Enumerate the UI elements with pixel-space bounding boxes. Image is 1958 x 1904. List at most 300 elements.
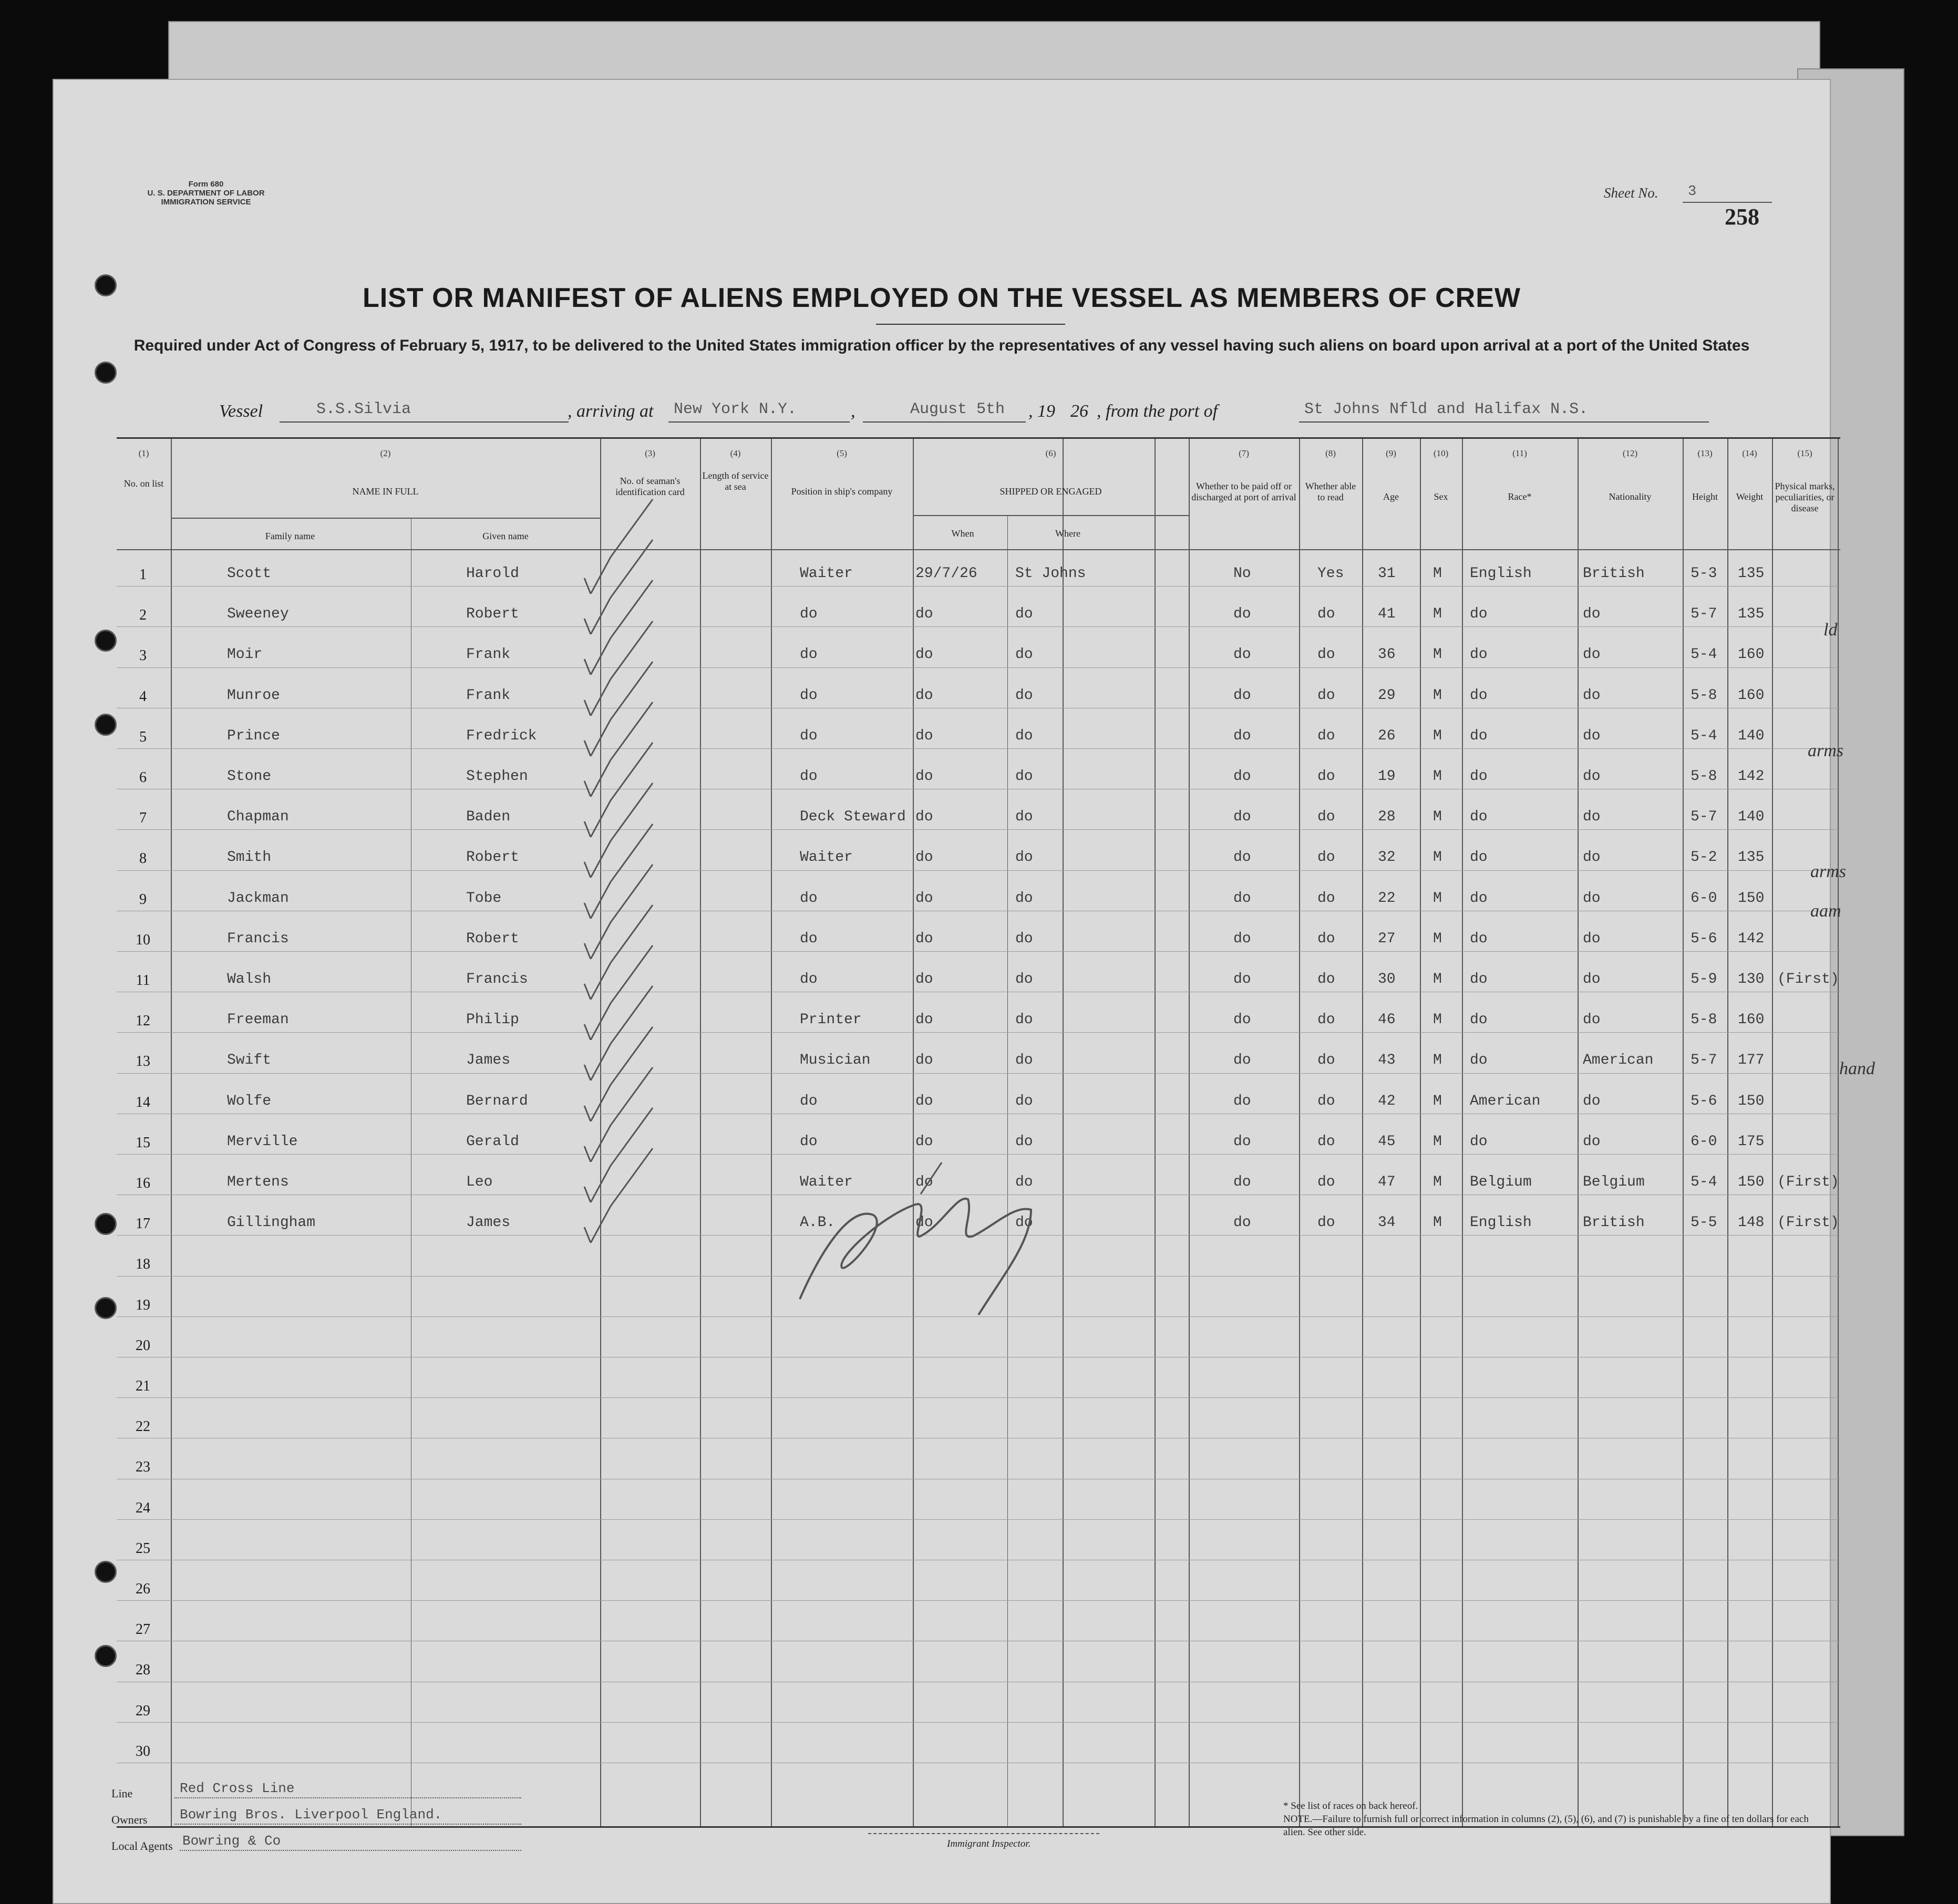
cell-height: 5-9: [1691, 971, 1717, 987]
column-header-c12: Nationality: [1609, 491, 1652, 502]
cell-where: do: [1015, 1174, 1033, 1190]
row-number: 2: [139, 607, 147, 624]
cell-nationality: do: [1583, 849, 1601, 866]
owners-underline: [174, 1824, 521, 1825]
sheet-label: Sheet No.: [1604, 185, 1658, 201]
cell-given: Bernard: [466, 1093, 528, 1109]
from-port: St Johns Nfld and Halifax N.S.: [1304, 400, 1589, 418]
cell-height: 5-8: [1691, 768, 1717, 785]
column-header-c1: No. on list: [123, 478, 164, 489]
cell-paid: do: [1233, 1133, 1251, 1150]
cell-position: do: [800, 890, 818, 907]
cell-paid: do: [1233, 687, 1251, 704]
cell-weight: 142: [1738, 930, 1765, 947]
cell-race: English: [1470, 565, 1532, 582]
page-number: 258: [1725, 204, 1759, 230]
cell-when: do: [915, 1012, 933, 1028]
cell-age: 45: [1378, 1133, 1396, 1150]
cell-where: do: [1015, 1052, 1033, 1069]
cell-position: do: [800, 1093, 818, 1109]
cell-age: 34: [1378, 1215, 1396, 1231]
column-header-c6: SHIPPED OR ENGAGED: [999, 486, 1102, 497]
cell-read: do: [1317, 1215, 1335, 1231]
cell-read: do: [1317, 809, 1335, 826]
row-number: 4: [139, 688, 147, 705]
check-mark-icon: [579, 1138, 768, 1243]
cell-when: do: [915, 646, 933, 663]
column-number-9: (9): [1386, 448, 1396, 458]
cell-position: do: [800, 687, 818, 704]
cell-age: 42: [1378, 1093, 1396, 1109]
cell-nationality: British: [1583, 1215, 1645, 1231]
cell-position: do: [800, 971, 818, 987]
cell-family: Scott: [227, 565, 272, 582]
cell-read: do: [1317, 606, 1335, 623]
cell-read: do: [1317, 1052, 1335, 1069]
column-divider: [1362, 439, 1363, 1826]
punch-hole: [95, 630, 117, 652]
row-number: 26: [136, 1581, 150, 1597]
cell-family: Merville: [227, 1133, 298, 1150]
cell-paid: do: [1233, 849, 1251, 866]
cell-position: do: [800, 768, 818, 785]
cell-sex: M: [1433, 727, 1442, 744]
cell-weight: 160: [1738, 1012, 1765, 1028]
cell-read: do: [1317, 1012, 1335, 1028]
penalty-note: NOTE.—Failure to furnish full or correct information in columns (2), (5), (6), and (7) is punishable by a fine of ten dollars for each alien. See other side.: [1283, 1814, 1809, 1838]
row-number: 12: [136, 1013, 150, 1030]
cell-where: do: [1015, 687, 1033, 704]
row-rule: [117, 829, 1840, 830]
cell-given: Stephen: [466, 768, 528, 785]
margin-note: ld: [1823, 620, 1838, 640]
cell-nationality: do: [1583, 809, 1601, 826]
arrival-year: 26: [1070, 402, 1088, 421]
cell-height: 5-4: [1691, 1174, 1717, 1190]
row-number: 20: [136, 1337, 150, 1354]
line-underline: [174, 1797, 521, 1798]
from-label: , from the port of: [1097, 402, 1218, 421]
cell-race: do: [1470, 809, 1488, 826]
arriving-label: , arriving at: [568, 402, 654, 421]
cell-race: do: [1470, 849, 1488, 866]
cell-paid: do: [1233, 727, 1251, 744]
cell-where: do: [1015, 768, 1033, 785]
cell-read: Yes: [1317, 565, 1344, 582]
cell-given: Fredrick: [466, 727, 537, 744]
cell-given: James: [466, 1215, 511, 1231]
year-prefix: , 19: [1028, 402, 1055, 421]
row-number: 29: [136, 1702, 150, 1719]
column-number-10: (10): [1433, 448, 1449, 458]
date-underline: [863, 421, 1026, 423]
cell-where: do: [1015, 930, 1033, 947]
cell-paid: do: [1233, 1052, 1251, 1069]
cell-nationality: do: [1583, 768, 1601, 785]
cell-height: 5-6: [1691, 930, 1717, 947]
cell-family: Moir: [227, 646, 263, 663]
agents-label: Local Agents: [111, 1839, 173, 1852]
cell-sex: M: [1433, 1215, 1442, 1231]
cell-read: do: [1317, 687, 1335, 704]
cell-height: 5-3: [1691, 565, 1717, 582]
cell-given: Baden: [466, 809, 511, 826]
cell-where: do: [1015, 809, 1033, 826]
cell-when: do: [915, 1215, 933, 1231]
name-subheader-rule: [171, 518, 600, 519]
column-number-8: (8): [1325, 448, 1336, 458]
cell-age: 26: [1378, 727, 1396, 744]
row-number: 16: [136, 1175, 150, 1191]
inspector-label: Immigrant Inspector.: [947, 1838, 1031, 1849]
row-number: 8: [139, 850, 147, 867]
column-number-15: (15): [1797, 448, 1812, 458]
cell-position: do: [800, 727, 818, 744]
column-header-c15: Physical marks, peculiarities, or disease: [1775, 481, 1835, 513]
column-header-c8: Whether able to read: [1305, 481, 1356, 502]
column-number-14: (14): [1742, 448, 1757, 458]
cell-paid: do: [1233, 646, 1251, 663]
punch-hole: [95, 1645, 117, 1667]
margin-note: arms: [1810, 862, 1847, 881]
cell-sex: M: [1433, 1052, 1442, 1069]
cell-marks: (First): [1777, 1174, 1839, 1190]
column-divider: [1189, 439, 1190, 1826]
cell-family: Swift: [227, 1052, 272, 1069]
cell-height: 5-6: [1691, 1093, 1717, 1109]
cell-race: Belgium: [1470, 1174, 1532, 1190]
column-header-c4: Length of service at sea: [702, 470, 769, 492]
cell-nationality: do: [1583, 1012, 1601, 1028]
cell-race: do: [1470, 687, 1488, 704]
cell-when: do: [915, 1174, 933, 1190]
where-header: Where: [1055, 528, 1080, 539]
cell-paid: do: [1233, 1093, 1251, 1109]
column-divider: [1420, 439, 1421, 1826]
cell-race: do: [1470, 930, 1488, 947]
row-rule: [117, 748, 1840, 749]
cell-nationality: do: [1583, 1133, 1601, 1150]
cell-age: 46: [1378, 1012, 1396, 1028]
cell-paid: do: [1233, 971, 1251, 987]
cell-given: Philip: [466, 1012, 519, 1028]
cell-race: English: [1470, 1215, 1532, 1231]
form-number: Form 680: [188, 180, 224, 189]
cell-height: 5-4: [1691, 727, 1717, 744]
column-number-5: (5): [837, 448, 847, 458]
row-number: 9: [139, 891, 147, 908]
cell-height: 5-5: [1691, 1215, 1717, 1231]
cell-position: do: [800, 930, 818, 947]
cell-age: 41: [1378, 606, 1396, 623]
row-number: 17: [136, 1216, 150, 1232]
cell-age: 47: [1378, 1174, 1396, 1190]
column-header-c5: Position in ship's company: [791, 486, 893, 497]
row-number: 22: [136, 1418, 150, 1435]
row-number: 24: [136, 1499, 150, 1516]
row-number: 23: [136, 1459, 150, 1476]
cell-weight: 175: [1738, 1133, 1765, 1150]
cell-sex: M: [1433, 1133, 1442, 1150]
cell-height: 5-7: [1691, 606, 1717, 623]
cell-sex: M: [1433, 809, 1442, 826]
cell-paid: do: [1233, 890, 1251, 907]
cell-race: do: [1470, 1012, 1488, 1028]
punch-hole: [95, 1213, 117, 1235]
cell-where: do: [1015, 1012, 1033, 1028]
department-name: U. S. DEPARTMENT OF LABOR: [147, 189, 265, 198]
cell-paid: do: [1233, 809, 1251, 826]
cell-family: Francis: [227, 930, 289, 947]
row-rule: [117, 1397, 1840, 1398]
row-number: 30: [136, 1743, 150, 1759]
cell-weight: 140: [1738, 727, 1765, 744]
cell-age: 28: [1378, 809, 1396, 826]
races-note: * See list of races on back hereof.: [1283, 1800, 1418, 1812]
service-name: IMMIGRATION SERVICE: [161, 198, 251, 207]
agents-underline: [180, 1850, 521, 1851]
cell-height: 6-0: [1691, 1133, 1717, 1150]
row-number: 14: [136, 1094, 150, 1110]
cell-race: do: [1470, 646, 1488, 663]
row-number: 15: [136, 1134, 150, 1151]
arriving-underline: [668, 421, 850, 423]
owners-value: Bowring Bros. Liverpool England.: [180, 1807, 442, 1823]
cell-race: do: [1470, 971, 1488, 987]
cell-age: 32: [1378, 849, 1396, 866]
column-number-4: (4): [730, 448, 741, 458]
column-divider: [1578, 439, 1579, 1826]
column-divider: [1838, 439, 1839, 1826]
row-rule: [117, 667, 1840, 668]
row-rule: [117, 1519, 1840, 1520]
column-number-6: (6): [1045, 448, 1056, 458]
margin-note: hand: [1839, 1059, 1875, 1078]
shipped-subheader-rule: [913, 515, 1189, 516]
cell-family: Sweeney: [227, 606, 289, 623]
column-divider: [1462, 439, 1463, 1826]
row-number: 10: [136, 931, 150, 948]
owners-label: Owners: [111, 1813, 148, 1826]
cell-where: do: [1015, 971, 1033, 987]
punch-hole: [95, 714, 117, 736]
cell-paid: do: [1233, 930, 1251, 947]
cell-read: do: [1317, 1093, 1335, 1109]
cell-nationality: do: [1583, 646, 1601, 663]
cell-position: Musician: [800, 1052, 871, 1069]
column-header-c9: Age: [1383, 491, 1399, 502]
cell-where: do: [1015, 890, 1033, 907]
cell-weight: 140: [1738, 809, 1765, 826]
cell-height: 5-8: [1691, 687, 1717, 704]
cell-sex: M: [1433, 1174, 1442, 1190]
cell-when: do: [915, 1052, 933, 1069]
column-divider: [1683, 439, 1684, 1826]
cell-nationality: do: [1583, 930, 1601, 947]
manifest-sheet: [53, 79, 1839, 1904]
vessel-underline: [280, 421, 569, 423]
cell-weight: 150: [1738, 1093, 1765, 1109]
cell-race: do: [1470, 1133, 1488, 1150]
cell-height: 5-2: [1691, 849, 1717, 866]
cell-race: do: [1470, 606, 1488, 623]
column-number-13: (13): [1697, 448, 1713, 458]
column-number-7: (7): [1239, 448, 1249, 458]
cell-weight: 160: [1738, 687, 1765, 704]
cell-height: 5-7: [1691, 1052, 1717, 1069]
cell-when: 29/7/26: [915, 565, 977, 582]
cell-given: James: [466, 1052, 511, 1069]
cell-height: 5-7: [1691, 809, 1717, 826]
cell-paid: do: [1233, 1215, 1251, 1231]
row-rule: [117, 951, 1840, 952]
column-header-c14: Weight: [1736, 491, 1764, 502]
cell-read: do: [1317, 1174, 1335, 1190]
sheet-underline: [1683, 202, 1772, 203]
row-rule: [117, 626, 1840, 627]
vessel-label: Vessel: [219, 402, 263, 421]
row-rule: [117, 1032, 1840, 1033]
cell-nationality: do: [1583, 890, 1601, 907]
row-number: 1: [139, 567, 147, 583]
column-header-c10: Sex: [1434, 491, 1448, 502]
cell-age: 31: [1378, 565, 1396, 582]
cell-read: do: [1317, 768, 1335, 785]
cell-read: do: [1317, 971, 1335, 987]
cell-paid: do: [1233, 768, 1251, 785]
arriving-value: New York N.Y.: [674, 400, 797, 418]
cell-given: Tobe: [466, 890, 502, 907]
column-header-c11: Race*: [1508, 491, 1532, 502]
cell-race: do: [1470, 727, 1488, 744]
cell-given: Robert: [466, 930, 519, 947]
given-name-header: Given name: [482, 531, 529, 541]
cell-paid: do: [1233, 1012, 1251, 1028]
page-title: LIST OR MANIFEST OF ALIENS EMPLOYED ON THE VESSEL AS MEMBERS OF CREW: [363, 283, 1521, 313]
cell-nationality: American: [1583, 1052, 1654, 1069]
cell-sex: M: [1433, 1093, 1442, 1109]
cell-sex: M: [1433, 890, 1442, 907]
cell-sex: M: [1433, 606, 1442, 623]
cell-family: Wolfe: [227, 1093, 272, 1109]
cell-when: do: [915, 971, 933, 987]
cell-weight: 142: [1738, 768, 1765, 785]
cell-when: do: [915, 768, 933, 785]
form-identifier: [111, 180, 301, 207]
cell-where: do: [1015, 727, 1033, 744]
cell-age: 43: [1378, 1052, 1396, 1069]
cell-position: Waiter: [800, 1174, 853, 1190]
column-divider: [1155, 439, 1156, 1826]
cell-marks: (First): [1777, 1215, 1839, 1231]
row-number: 19: [136, 1296, 150, 1313]
cell-when: do: [915, 890, 933, 907]
agents-value: Bowring & Co: [182, 1833, 281, 1849]
cell-sex: M: [1433, 646, 1442, 663]
cell-weight: 148: [1738, 1215, 1765, 1231]
cell-height: 5-8: [1691, 1012, 1717, 1028]
cell-given: Gerald: [466, 1133, 519, 1150]
punch-hole: [95, 1297, 117, 1319]
cell-nationality: do: [1583, 727, 1601, 744]
cell-weight: 150: [1738, 890, 1765, 907]
cell-sex: M: [1433, 768, 1442, 785]
row-number: 28: [136, 1662, 150, 1679]
cell-race: American: [1470, 1093, 1541, 1109]
inspector-signature: [784, 1141, 1068, 1320]
cell-when: do: [915, 809, 933, 826]
cell-where: do: [1015, 606, 1033, 623]
title-rule: [876, 324, 1065, 325]
cell-nationality: do: [1583, 971, 1601, 987]
vessel-value: S.S.Silvia: [316, 400, 411, 418]
cell-sex: M: [1433, 849, 1442, 866]
column-divider: [1063, 439, 1064, 1826]
cell-read: do: [1317, 890, 1335, 907]
column-number-12: (12): [1622, 448, 1638, 458]
cell-paid: No: [1233, 565, 1251, 582]
cell-family: Jackman: [227, 890, 289, 907]
cell-position: Deck Steward: [800, 809, 906, 826]
punch-hole: [95, 274, 117, 296]
cell-race: do: [1470, 768, 1488, 785]
column-header-c3: No. of seaman's identification card: [615, 476, 685, 497]
cell-family: Chapman: [227, 809, 289, 826]
cell-given: Frank: [466, 687, 511, 704]
cell-where: do: [1015, 1215, 1033, 1231]
column-divider: [771, 439, 772, 1826]
cell-where: do: [1015, 849, 1033, 866]
cell-position: do: [800, 606, 818, 623]
cell-where: do: [1015, 1133, 1033, 1150]
cell-where: St Johns: [1015, 565, 1086, 582]
punch-hole: [95, 362, 117, 384]
cell-sex: M: [1433, 971, 1442, 987]
cell-sex: M: [1433, 565, 1442, 582]
cell-race: do: [1470, 1052, 1488, 1069]
cell-nationality: British: [1583, 565, 1645, 582]
cell-age: 22: [1378, 890, 1396, 907]
line-value: Red Cross Line: [180, 1781, 295, 1796]
arrival-date: August 5th: [910, 400, 1005, 418]
header-bottom-rule: [117, 549, 1840, 550]
cell-given: Robert: [466, 606, 519, 623]
cell-height: 5-4: [1691, 646, 1717, 663]
column-divider: [1772, 439, 1773, 1826]
row-number: 6: [139, 769, 147, 786]
cell-nationality: do: [1583, 606, 1601, 623]
cell-weight: 160: [1738, 646, 1765, 663]
column-number-1: (1): [138, 448, 149, 458]
column-number-3: (3): [645, 448, 655, 458]
column-header-c7: Whether to be paid off or discharged at port of arrival: [1191, 481, 1296, 502]
row-number: 21: [136, 1378, 150, 1394]
cell-marks: (First): [1777, 971, 1839, 987]
row-rule: [117, 1600, 1840, 1601]
cell-read: do: [1317, 849, 1335, 866]
cell-when: do: [915, 1093, 933, 1109]
cell-weight: 130: [1738, 971, 1765, 987]
row-number: 5: [139, 728, 147, 745]
row-rule: [117, 870, 1840, 871]
column-divider: [1299, 439, 1300, 1826]
cell-given: Robert: [466, 849, 519, 866]
cell-given: Francis: [466, 971, 528, 987]
cell-family: Mertens: [227, 1174, 289, 1190]
cell-nationality: do: [1583, 1093, 1601, 1109]
cell-where: do: [1015, 1093, 1033, 1109]
row-number: 25: [136, 1540, 150, 1557]
